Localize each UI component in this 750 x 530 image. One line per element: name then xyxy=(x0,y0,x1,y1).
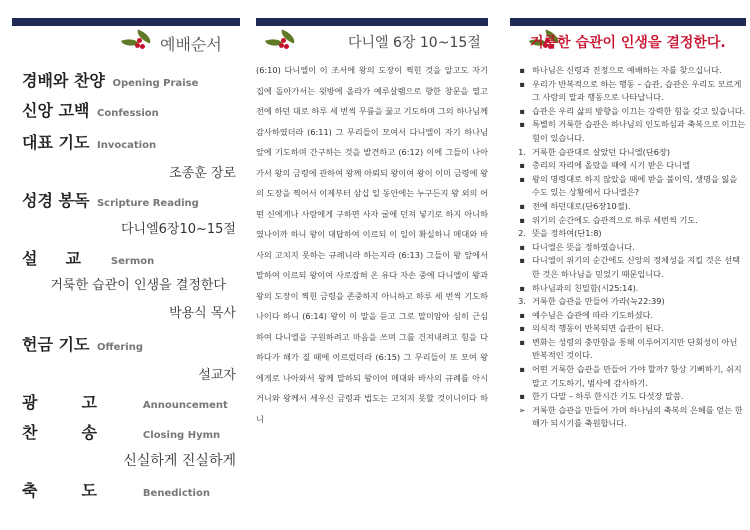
offering-prayer-by: 설교자 xyxy=(198,368,236,383)
bullet-item xyxy=(510,241,746,255)
section-heading xyxy=(510,295,746,309)
order-item-offering xyxy=(22,332,143,355)
header-bar xyxy=(256,18,488,26)
bullet-marker: ▪ xyxy=(519,78,525,89)
bullet-text: 왕의 명령대로 하지 않았을 때에 받을 불이익, 생명을 잃을 수도 있는 상황에서 다니엘은? xyxy=(532,173,738,198)
bullet-marker: ▪ xyxy=(519,173,525,184)
bullet-text: 전에 하던대로(단6장10절). xyxy=(532,200,631,211)
bullet-marker: 2. xyxy=(518,228,526,239)
item-ko: 설교 xyxy=(22,249,109,268)
order-item-benediction xyxy=(22,478,210,501)
bullet-marker: ▪ xyxy=(519,241,525,252)
header-bar xyxy=(510,18,746,26)
item-en: Offering xyxy=(96,342,144,353)
bullet-item xyxy=(510,363,746,390)
panel-header xyxy=(510,26,746,56)
bullet-item xyxy=(510,64,746,78)
item-en: Confession xyxy=(96,108,159,119)
order-item-scripture xyxy=(22,188,199,211)
header-bar xyxy=(12,18,240,26)
item-en: Sermon xyxy=(110,256,155,267)
panel-title: 거룩한 습관이 인생을 결정한다. xyxy=(530,35,726,51)
bullet-text: 하나님은 신령과 진정으로 예배하는 자를 찾으십니다. xyxy=(532,65,722,75)
bullet-text: 우리가 반복적으로 하는 행동 – 습관, 습관은 우리도 모르게 그 사람의 말과 행동으로 나타납니다. xyxy=(532,78,742,103)
sermon-title: 거룩한 습관이 인생을 결정한다 xyxy=(50,278,226,293)
item-en: Closing Hymn xyxy=(142,430,221,441)
item-ko: 축도 xyxy=(22,481,141,500)
bullet-marker: ▪ xyxy=(519,65,525,75)
bullet-marker: ▪ xyxy=(519,282,525,293)
bullet-item xyxy=(510,159,746,173)
bullet-item xyxy=(510,404,746,431)
bullet-text: 어떤 거룩한 습관을 만들어 가야 할까? 항상 기뻐하기, 쉬지 말고 기도하기, 범사에 감사하기. xyxy=(532,364,742,388)
bullet-marker: ▪ xyxy=(519,255,525,266)
sermon-notes-panel xyxy=(510,18,746,526)
scripture-reference: 다니엘6장10~15절 xyxy=(120,222,236,237)
order-item-sermon xyxy=(22,246,154,269)
bullet-text: 변화는 성령의 충만함을 통해 이루어지지만 단회성이 아닌 반복적인 것이다. xyxy=(532,336,738,361)
prayer-leader: 조종훈 장로 xyxy=(169,166,236,181)
bullet-item xyxy=(510,254,746,281)
bullet-text: 거룩한 습관을 만들어 가며 하나님의 축복의 은혜를 얻는 한해가 되시기를 축원합니다. xyxy=(532,404,743,429)
item-en: Scripture Reading xyxy=(96,198,199,209)
bullet-text: 총리의 자리에 올랐을 때에 시기 받은 다니엘 xyxy=(532,160,690,171)
bullet-marker: ▪ xyxy=(519,364,525,375)
holly-icon xyxy=(122,30,156,52)
bullet-marker: ▪ xyxy=(519,160,525,171)
bullet-marker: ▪ xyxy=(519,105,525,116)
item-ko: 경배와 찬양 xyxy=(22,71,105,90)
bullet-text: 거룩한 습관을 만들어 가라(눅22:39) xyxy=(532,296,665,307)
order-item-invocation xyxy=(22,130,156,153)
bullet-item xyxy=(510,282,746,296)
sermon-points xyxy=(510,64,746,431)
bullet-text: 예수님은 습관에 따라 기도하셨다. xyxy=(532,309,654,320)
bullet-text: 특별히 거룩한 습관은 하나님의 인도하심과 축복으로 이끄는 힘이 있습니다. xyxy=(532,119,746,143)
bullet-item xyxy=(510,309,746,323)
order-item-announcement xyxy=(22,390,228,413)
panel-title: 예배순서 xyxy=(160,35,222,54)
section-heading xyxy=(510,227,746,241)
section-heading xyxy=(510,146,746,160)
bullet-item xyxy=(510,78,746,105)
item-ko: 신앙 고백 xyxy=(22,101,90,120)
bullet-item xyxy=(510,200,746,214)
item-ko: 광고 xyxy=(22,393,141,412)
item-en: Invocation xyxy=(96,140,157,151)
item-en: Benediction xyxy=(142,488,210,499)
scripture-panel xyxy=(256,18,488,526)
order-item-closing-hymn xyxy=(22,420,220,443)
bullet-item xyxy=(510,214,746,228)
bullet-text: 습관은 우리 삶의 방향을 이끄는 강력한 힘을 갖고 있습니다. xyxy=(532,105,746,116)
holly-icon xyxy=(266,30,300,52)
item-en: Opening Praise xyxy=(112,78,199,89)
bullet-item xyxy=(510,390,746,404)
bullet-item xyxy=(510,173,746,200)
bullet-text: 한기 다말 – 하루 한시간 기도 다섯장 말씀. xyxy=(532,391,684,402)
bullet-marker: ▪ xyxy=(519,119,525,130)
bullet-item xyxy=(510,118,746,145)
bullet-text: 하나님과의 친밀함(시25:14). xyxy=(532,282,639,293)
bullet-marker: ➢ xyxy=(518,404,526,415)
order-item-opening-praise xyxy=(22,68,198,91)
bullet-item xyxy=(510,322,746,336)
bullet-item xyxy=(510,105,746,119)
item-ko: 찬송 xyxy=(22,423,141,442)
panel-header xyxy=(256,26,488,56)
bullet-text: 의식적 행동이 반복되면 습관이 된다. xyxy=(532,323,664,334)
bullet-marker: ▪ xyxy=(519,391,525,402)
bullet-text: 뜻을 정하여(단1:8) xyxy=(532,228,602,239)
panel-header xyxy=(12,26,240,56)
item-ko: 대표 기도 xyxy=(22,133,90,152)
scripture-text: (6:10) 다니엘이 이 조서에 왕의 도장이 찍힌 것을 알고도 자기 집에 돌아가서는 윗방에 올라가 예루살렘으로 향한 창문을 열고 전에 하던 대로 하루 세 번씩 무릎을 꿇고 기도하며 그의 하나님께 감사하였더라 (6:11) 그 무리들이 모여서 다니엘이 자기 하나님 앞에 기도하며 간구하는 것을 발견하고 (6:12) 이에 그들이 나아가서 왕의 금령에 관하여 왕께 아뢰되 왕이여 왕이 이미 금령에 왕의 도장을 찍어서 이제부터 삼십 일 동안에는 누구든지 왕 외의 어떤 신에게나 사람에게 구하면 사자 굴에 던져 넣기로 하지 아니하였나이까 하니 왕이 대답하여 이르되 이 일이 확실하니 메대와 바사의 고치지 못하는 규례니라 하는지라 (6:13) 그들이 왕 앞에서 말하여 이르되 왕이여 사로잡혀 온 유다 자손 중에 다니엘이 왕과 왕의 도장이 찍힌 금령을 존중하지 아니하고 하루 세 번씩 기도하나이다 하니 (6:14) 왕이 이 말을 듣고 그로 말미암아 심히 근심하여 다니엘을 구원하려고 마음을 쓰며 그를 건져내려고 힘을 다하다가 해가 질 때에 이르렀더라 (6:15) 그 무리들이 또 모여 왕에게로 나아와서 왕께 말하되 왕이여 메대와 바사의 규례를 아시거니와 왕께서 세우신 금령과 법도는 고치지 못할 것이니이다 하니 xyxy=(256,65,488,424)
bullet-text: 다니엘이 위기의 순간에도 신앙의 정체성을 지킬 것은 선택한 것은 하나님을 믿었기 때문입니다. xyxy=(532,255,741,279)
order-of-service-panel xyxy=(12,18,240,526)
bullet-text: 거룩한 습관대로 살았던 다니엘(단6장) xyxy=(532,146,671,157)
bullet-marker: ▪ xyxy=(519,309,525,320)
item-en: Announcement xyxy=(142,400,228,411)
hymn-title: 신실하게 진실하게 xyxy=(123,453,236,469)
bullet-marker: ▪ xyxy=(519,336,525,347)
bullet-marker: ▪ xyxy=(519,214,525,225)
bullet-item xyxy=(510,336,746,363)
item-ko: 성경 봉독 xyxy=(22,191,90,210)
item-ko: 헌금 기도 xyxy=(22,335,90,354)
bullet-marker: 1. xyxy=(518,146,526,157)
bullet-marker: 3. xyxy=(518,296,526,307)
preacher-name: 박용식 목사 xyxy=(169,306,236,321)
bullet-marker: ▪ xyxy=(519,323,525,334)
order-item-confession xyxy=(22,98,159,121)
bullet-text: 다니엘은 뜻을 정하였습니다. xyxy=(532,241,635,252)
panel-title: 다니엘 6장 10~15절 xyxy=(348,35,481,51)
bullet-text: 위기의 순간에도 습관적으로 하루 세번씩 기도. xyxy=(532,214,698,225)
bullet-marker: ▪ xyxy=(519,200,525,211)
